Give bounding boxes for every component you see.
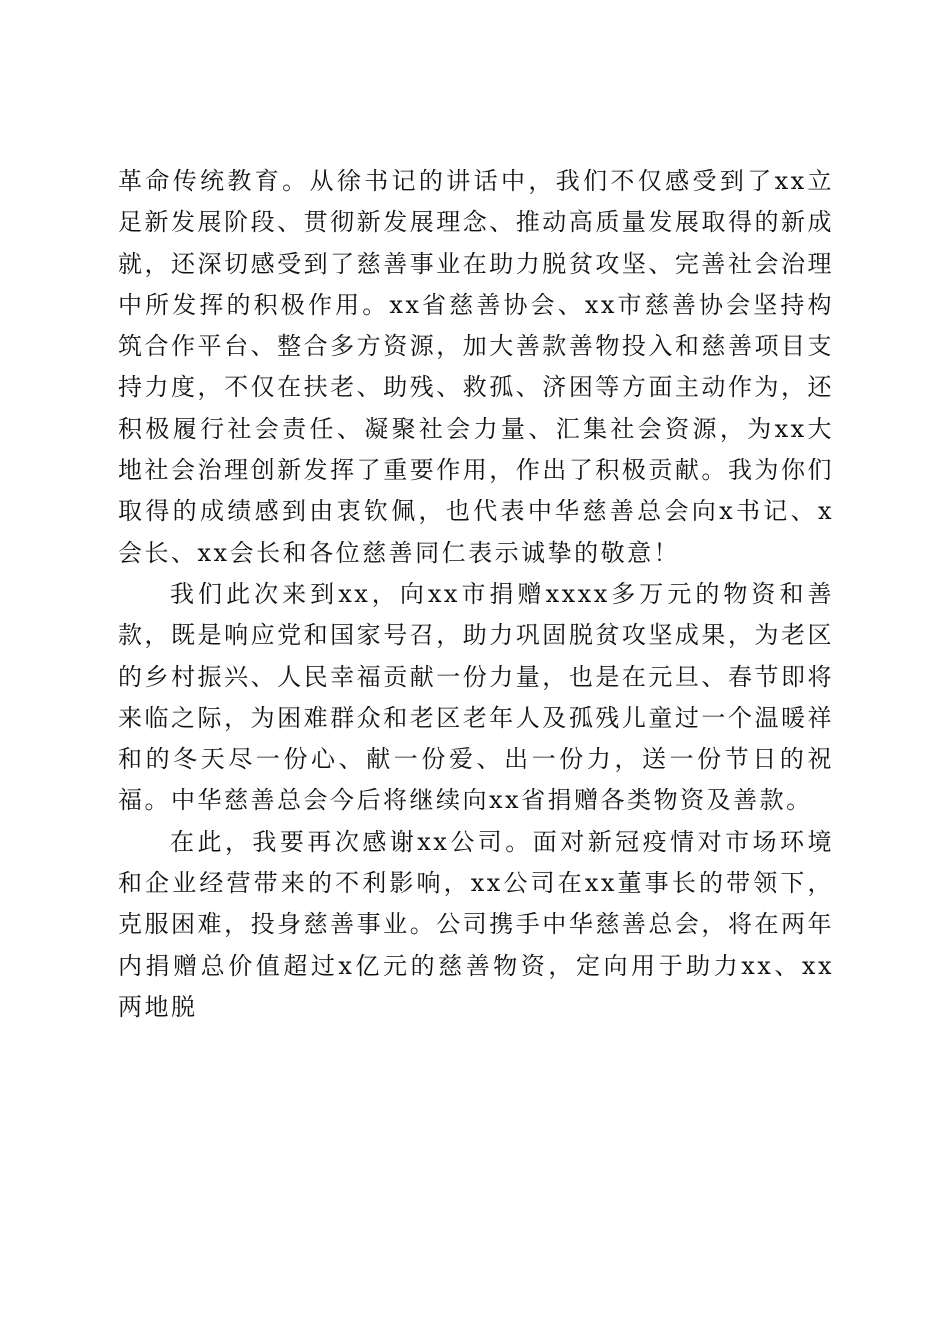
paragraph-3: 在此，我要再次感谢xx公司。面对新冠疫情对市场环境和企业经营带来的不利影响，xx公司在xx董事长的带领下，克服困难，投身慈善事业。公司携手中华慈善总会，将在两年内捐赠总价值超过x亿元的慈善物资，定向用于助力xx、xx两地脱	[118, 827, 834, 1021]
document-body	[118, 161, 834, 1028]
paragraph-2: 我们此次来到xx，向xx市捐赠xxxx多万元的物资和善款，既是响应党和国家号召，助力巩固脱贫攻坚成果，为老区的乡村振兴、人民幸福贡献一份力量，也是在元旦、春节即将来临之际，为困难群众和老区老年人及孤残儿童过一个温暖祥和的冬天尽一份心、献一份爱、出一份力，送一份节日的祝福。中华慈善总会今后将继续向xx省捐赠各类物资及善款。	[118, 579, 834, 815]
paragraph-1: 革命传统教育。从徐书记的讲话中，我们不仅感受到了xx立足新发展阶段、贯彻新发展理念、推动高质量发展取得的新成就，还深切感受到了慈善事业在助力脱贫攻坚、完善社会治理中所发挥的积极作用。xx省慈善协会、xx市慈善协会坚持构筑合作平台、整合多方资源，加大善款善物投入和慈善项目支持力度，不仅在扶老、助残、救孤、济困等方面主动作为，还积极履行社会责任、凝聚社会力量、汇集社会资源，为xx大地社会治理创新发挥了重要作用，作出了积极贡献。我为你们取得的成绩感到由衷钦佩，也代表中华慈善总会向x书记、x会长、xx会长和各位慈善同仁表示诚挚的敬意！	[118, 167, 834, 567]
